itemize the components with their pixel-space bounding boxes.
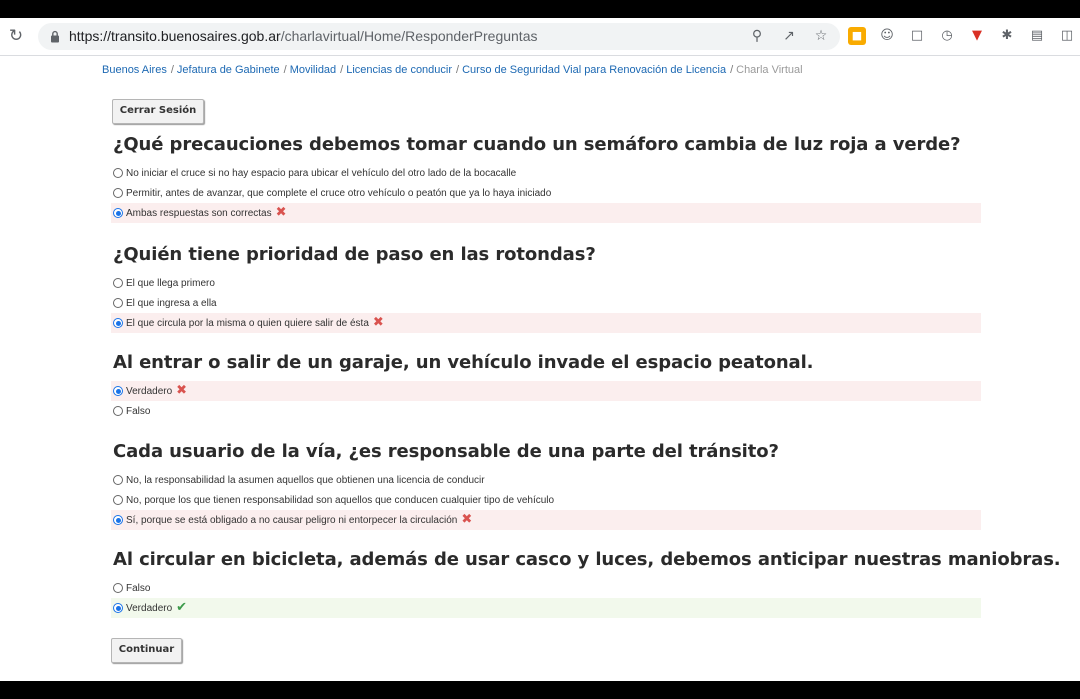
- correct-icon: ✔: [176, 600, 188, 615]
- radio-button[interactable]: [113, 495, 123, 505]
- bookmark-star-icon[interactable]: ☆: [814, 28, 828, 44]
- answer-label: Sí, porque se está obligado a no causar peligro ni entorpecer la circulación: [126, 514, 458, 526]
- zoom-icon[interactable]: ⚲: [751, 28, 763, 44]
- radio-button[interactable]: [113, 318, 123, 328]
- breadcrumb-separator: /: [283, 64, 287, 76]
- answer-option[interactable]: [111, 183, 981, 203]
- answer-option[interactable]: [111, 293, 981, 313]
- answer-label: No iniciar el cruce si no hay espacio para ubicar el vehículo del otro lado de la bocacalle: [126, 167, 517, 179]
- side-panel-icon[interactable]: ◫: [1060, 28, 1074, 43]
- breadcrumb-separator: /: [340, 64, 344, 76]
- answer-option[interactable]: [111, 578, 981, 598]
- answer-option[interactable]: [111, 598, 981, 618]
- radio-button[interactable]: [113, 208, 123, 218]
- answer-label: No, porque los que tienen responsabilidad son aquellos que conducen cualquier tipo de vehículo: [126, 494, 555, 506]
- extension-shield-icon[interactable]: ▼: [972, 28, 982, 43]
- answer-option[interactable]: [111, 273, 981, 293]
- question-title: Cada usuario de la vía, ¿es responsable de una parte del tránsito?: [113, 441, 779, 462]
- extension-yellow-icon[interactable]: ■: [848, 27, 866, 45]
- radio-button[interactable]: [113, 603, 123, 613]
- answer-label: Permitir, antes de avanzar, que complete el cruce otro vehículo o peatón que ya lo haya iniciado: [126, 187, 552, 199]
- answer-label: Verdadero: [126, 385, 173, 397]
- navigation-bar: [0, 681, 1080, 699]
- answer-label: Falso: [126, 582, 151, 594]
- page-content: [0, 56, 1080, 681]
- answer-label: Verdadero: [126, 602, 173, 614]
- breadcrumb-movilidad[interactable]: Movilidad: [289, 64, 337, 76]
- breadcrumb-separator: /: [170, 64, 174, 76]
- lock-icon: [50, 30, 60, 43]
- cast-icon[interactable]: ▤: [1030, 28, 1044, 43]
- answer-label: Ambas respuestas son correctas: [126, 207, 272, 219]
- question-title: ¿Quién tiene prioridad de paso en las rotondas?: [113, 244, 596, 265]
- breadcrumb: [102, 64, 803, 76]
- radio-button[interactable]: [113, 475, 123, 485]
- incorrect-icon: ✖: [275, 205, 287, 220]
- question-title: Al circular en bicicleta, además de usar casco y luces, debemos anticipar nuestras maniobras.: [113, 549, 1061, 570]
- extension-timer-icon[interactable]: ◷: [941, 28, 953, 43]
- continue-button[interactable]: Continuar: [111, 638, 182, 663]
- answer-option[interactable]: [111, 490, 981, 510]
- browser-toolbar: [0, 18, 1080, 56]
- radio-button[interactable]: [113, 406, 123, 416]
- reload-icon[interactable]: ↻: [8, 26, 24, 46]
- answer-label: El que llega primero: [126, 277, 215, 289]
- answer-option[interactable]: [111, 401, 981, 421]
- status-bar: [0, 0, 1080, 18]
- answer-label: El que ingresa a ella: [126, 297, 217, 309]
- extension-square-icon[interactable]: □: [910, 28, 924, 43]
- incorrect-icon: ✖: [461, 512, 473, 527]
- incorrect-icon: ✖: [372, 315, 384, 330]
- breadcrumb-current: Charla Virtual: [736, 64, 803, 76]
- radio-button[interactable]: [113, 583, 123, 593]
- answer-option[interactable]: [111, 510, 981, 530]
- breadcrumb-licencias[interactable]: Licencias de conducir: [346, 64, 453, 76]
- logout-button[interactable]: Cerrar Sesión: [112, 99, 204, 124]
- breadcrumb-buenos-aires[interactable]: Buenos Aires: [102, 64, 167, 76]
- incorrect-icon: ✖: [176, 383, 188, 398]
- question-title: Al entrar o salir de un garaje, un vehículo invade el espacio peatonal.: [113, 352, 814, 373]
- url-text[interactable]: https://transito.buenosaires.gob.ar/charlavirtual/Home/ResponderPreguntas: [69, 28, 538, 44]
- answer-label: El que circula por la misma o quien quiere salir de ésta: [126, 317, 369, 329]
- answer-label: Falso: [126, 405, 151, 417]
- answer-option[interactable]: [111, 313, 981, 333]
- breadcrumb-separator: /: [456, 64, 460, 76]
- breadcrumb-separator: /: [730, 64, 734, 76]
- radio-button[interactable]: [113, 386, 123, 396]
- answer-option[interactable]: [111, 203, 981, 223]
- radio-button[interactable]: [113, 168, 123, 178]
- browser-window: [0, 18, 1080, 681]
- answer-option[interactable]: [111, 163, 981, 183]
- radio-button[interactable]: [113, 515, 123, 525]
- breadcrumb-curso[interactable]: Curso de Seguridad Vial para Renovación de Licencia: [462, 64, 727, 76]
- answer-label: No, la responsabilidad la asumen aquellos que obtienen una licencia de conducir: [126, 474, 485, 486]
- extensions-puzzle-icon[interactable]: ✱: [1001, 28, 1013, 43]
- radio-button[interactable]: [113, 278, 123, 288]
- address-bar[interactable]: [38, 23, 840, 50]
- breadcrumb-jefatura[interactable]: Jefatura de Gabinete: [176, 64, 280, 76]
- question-title: ¿Qué precauciones debemos tomar cuando un semáforo cambia de luz roja a verde?: [113, 134, 961, 155]
- radio-button[interactable]: [113, 298, 123, 308]
- share-icon[interactable]: ↗: [783, 28, 795, 44]
- extension-face-icon[interactable]: ☺: [880, 28, 894, 43]
- answer-option[interactable]: [111, 381, 981, 401]
- radio-button[interactable]: [113, 188, 123, 198]
- answer-option[interactable]: [111, 470, 981, 490]
